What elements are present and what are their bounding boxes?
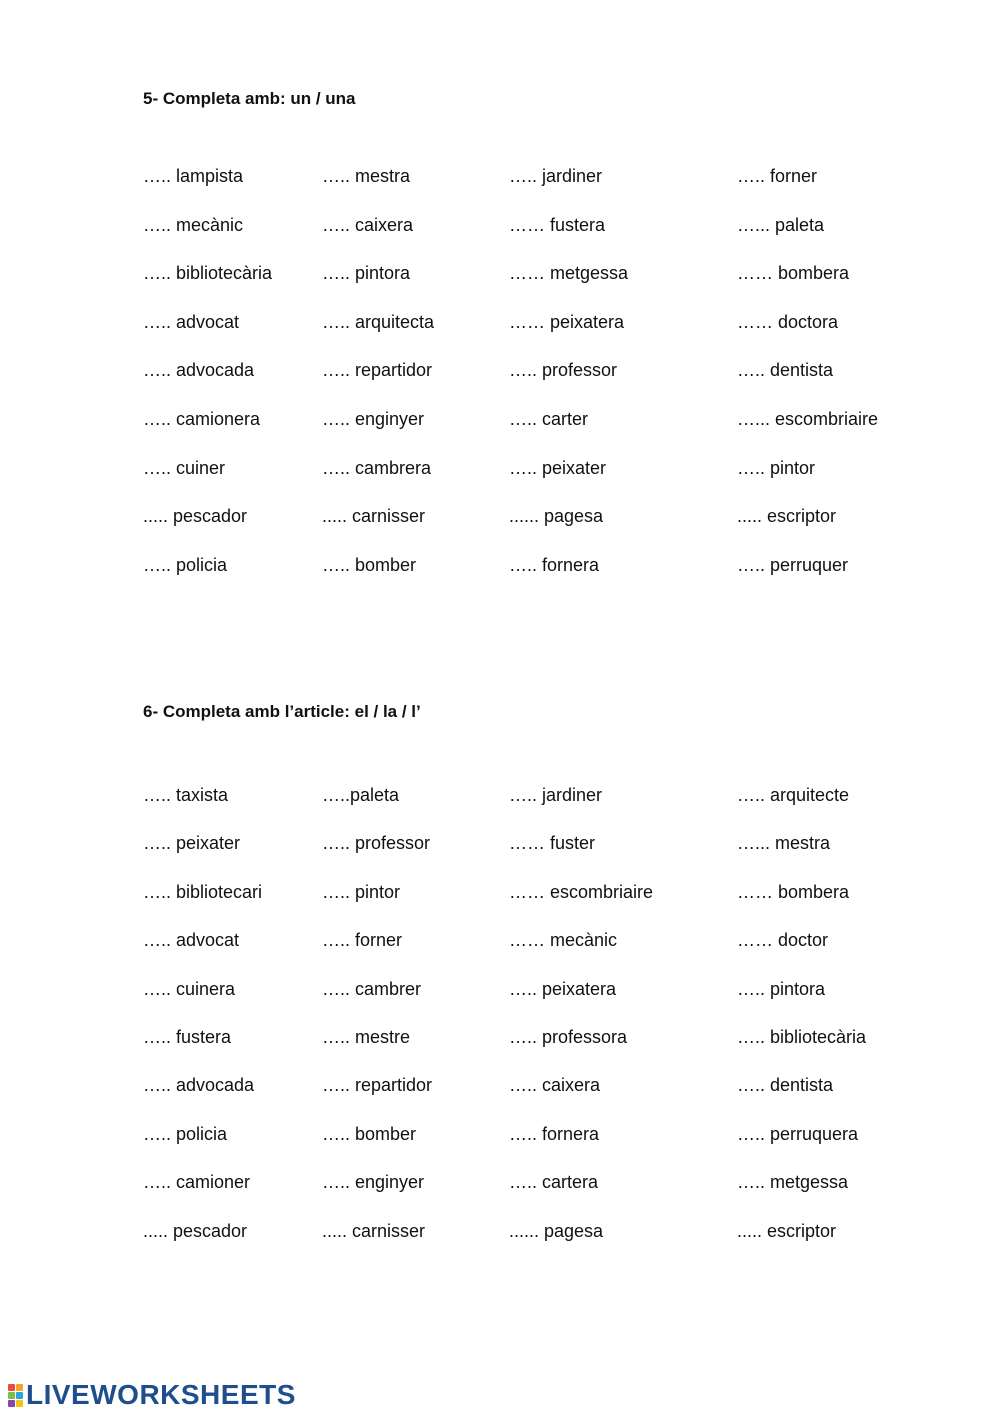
word-row — [0, 165, 1000, 214]
word-row — [0, 978, 1000, 1026]
word-row — [0, 359, 1000, 408]
word-blank-item: ...... pagesa — [509, 506, 604, 527]
word-blank-item: ….. carter — [509, 408, 589, 429]
word-row — [0, 311, 1000, 360]
word-blank-item: ….. cuinera — [143, 978, 236, 999]
word-row — [0, 214, 1000, 263]
word-blank-item: ….. peixater — [143, 833, 241, 854]
word-row — [0, 1220, 1000, 1268]
word-blank-item: ….. bibliotecària — [737, 1026, 867, 1047]
word-blank-item: ...... pagesa — [509, 1220, 604, 1241]
word-blank-item: ..... pescador — [143, 506, 248, 527]
word-blank-item: ….. policia — [143, 554, 228, 575]
word-blank-item: ….. lampista — [143, 166, 244, 186]
word-row — [0, 262, 1000, 311]
word-blank-item: ….. repartidor — [322, 1075, 433, 1096]
word-blank-item: …… bombera — [737, 263, 850, 284]
word-blank-item: …... paleta — [737, 214, 825, 235]
word-row — [0, 1026, 1000, 1074]
word-blank-item: ….. enginyer — [322, 1172, 425, 1193]
word-row — [0, 408, 1000, 457]
word-blank-item: ….. fustera — [143, 1026, 232, 1047]
word-blank-item: ….. forner — [737, 166, 818, 186]
word-blank-item: ….. jardiner — [509, 166, 603, 186]
word-blank-item: ..... carnisser — [322, 506, 426, 527]
word-row — [0, 1074, 1000, 1122]
word-blank-item: ….. cambrera — [322, 457, 432, 478]
word-blank-item: ….. forner — [322, 930, 403, 951]
word-row — [0, 881, 1000, 929]
logo-square — [8, 1392, 15, 1399]
word-blank-item: ….. pintora — [737, 978, 826, 999]
word-blank-item: ….. policia — [143, 1123, 228, 1144]
word-blank-item: ….. camionera — [143, 408, 261, 429]
word-blank-item: ….. dentista — [737, 1075, 834, 1096]
word-blank-item: ….. caixera — [509, 1075, 601, 1096]
logo-square — [16, 1392, 23, 1399]
logo-text: LIVEWORKSHEETS — [26, 1379, 296, 1410]
word-blank-item: …… escombriaire — [509, 881, 654, 902]
word-blank-item: ..... escriptor — [737, 1220, 837, 1241]
word-row — [0, 832, 1000, 880]
word-blank-item: ..... pescador — [143, 1220, 248, 1241]
liveworksheets-logo — [8, 1380, 296, 1410]
section-6-title: 6- Completa amb l’article: el / la / l’ — [143, 702, 421, 721]
word-blank-item: ..... escriptor — [737, 506, 837, 527]
word-blank-item: …… doctor — [737, 930, 829, 951]
word-blank-item: ….. caixera — [322, 214, 414, 235]
word-blank-item: ….. professor — [509, 360, 618, 381]
word-blank-item: ….. mestra — [322, 166, 411, 186]
word-blank-item: ….. cuiner — [143, 457, 226, 478]
word-blank-item: ….. advocada — [143, 360, 255, 381]
word-blank-item: ….. arquitecte — [737, 785, 850, 805]
word-blank-item: ….. bomber — [322, 1123, 417, 1144]
word-blank-item: ….. arquitecta — [322, 311, 435, 332]
word-row — [0, 1123, 1000, 1171]
word-blank-item: ….. fornera — [509, 554, 600, 575]
word-blank-item: ….. jardiner — [509, 785, 603, 805]
logo-square — [8, 1400, 15, 1407]
word-blank-item: ..... carnisser — [322, 1220, 426, 1241]
word-blank-item: ….. peixatera — [509, 978, 617, 999]
word-blank-item: …… metgessa — [509, 263, 629, 284]
word-blank-item: ….. camioner — [143, 1172, 251, 1193]
word-blank-item: ….. repartidor — [322, 360, 433, 381]
word-blank-item: ….. bomber — [322, 554, 417, 575]
word-blank-item: ….. enginyer — [322, 408, 425, 429]
word-row — [0, 554, 1000, 603]
word-blank-item: ….. metgessa — [737, 1172, 849, 1193]
word-blank-item: ….. pintor — [737, 457, 816, 478]
section-5-title: 5- Completa amb: un / una — [143, 89, 356, 108]
word-blank-item: ….. peixater — [509, 457, 607, 478]
section-5-word-grid — [0, 165, 1000, 602]
word-row — [0, 929, 1000, 977]
word-blank-item: ….. cambrer — [322, 978, 422, 999]
word-row — [0, 1171, 1000, 1219]
word-blank-item: …… mecànic — [509, 930, 618, 951]
word-blank-item: ….. bibliotecari — [143, 881, 263, 902]
word-blank-item: …..paleta — [322, 785, 400, 805]
word-blank-item: …... escombriaire — [737, 408, 879, 429]
word-blank-item: ….. taxista — [143, 785, 229, 805]
word-blank-item: …… fustera — [509, 214, 606, 235]
word-row — [0, 784, 1000, 832]
logo-mark-icon — [8, 1384, 23, 1407]
word-blank-item: ….. bibliotecària — [143, 263, 273, 284]
section-6-word-grid — [0, 784, 1000, 1268]
word-row — [0, 457, 1000, 506]
word-blank-item: ….. mestre — [322, 1026, 411, 1047]
word-blank-item: ….. pintor — [322, 881, 401, 902]
word-blank-item: ….. pintora — [322, 263, 411, 284]
word-blank-item: ….. perruquer — [737, 554, 849, 575]
word-blank-item: …... mestra — [737, 833, 831, 854]
logo-square — [8, 1384, 15, 1391]
word-blank-item: ….. mecànic — [143, 214, 244, 235]
word-blank-item: ….. cartera — [509, 1172, 599, 1193]
word-blank-item: ….. fornera — [509, 1123, 600, 1144]
word-blank-item: …… fuster — [509, 833, 596, 854]
word-blank-item: ….. dentista — [737, 360, 834, 381]
word-row — [0, 505, 1000, 554]
logo-square — [16, 1384, 23, 1391]
word-blank-item: ….. advocada — [143, 1075, 255, 1096]
word-blank-item: …… doctora — [737, 311, 839, 332]
word-blank-item: ….. advocat — [143, 311, 240, 332]
word-blank-item: ….. advocat — [143, 930, 240, 951]
word-blank-item: ….. professor — [322, 833, 431, 854]
word-blank-item: …… bombera — [737, 881, 850, 902]
logo-square — [16, 1400, 23, 1407]
word-blank-item: …… peixatera — [509, 311, 625, 332]
word-blank-item: ….. professora — [509, 1026, 628, 1047]
word-blank-item: ….. perruquera — [737, 1123, 859, 1144]
